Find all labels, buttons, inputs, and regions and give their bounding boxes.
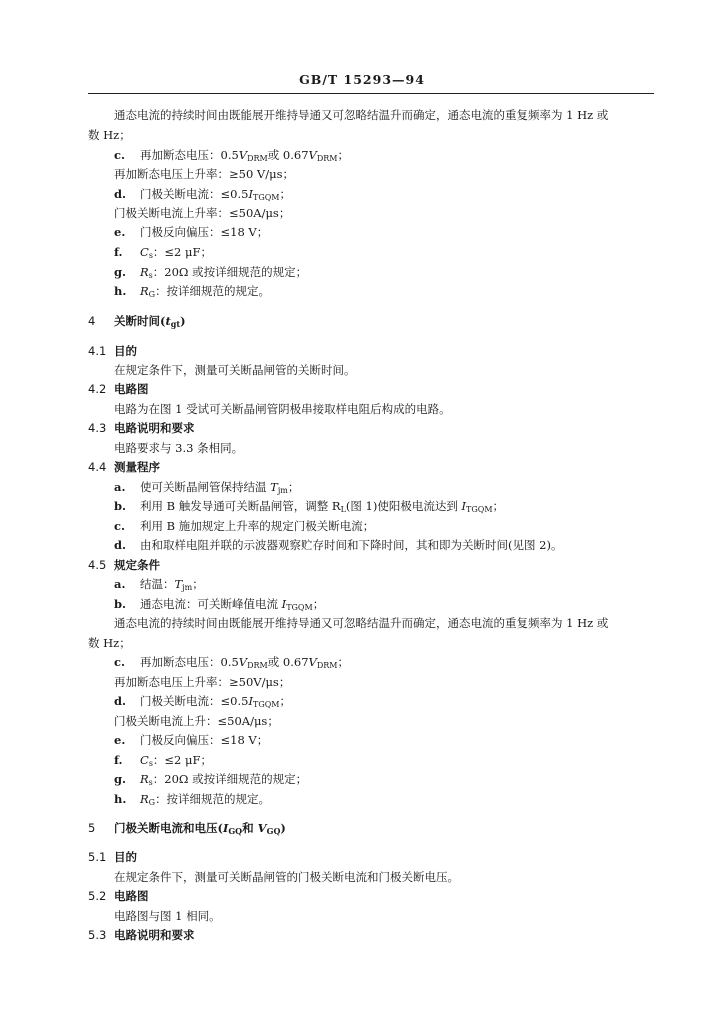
subsection-heading-4-2: 4.2 电路图 bbox=[88, 382, 149, 396]
list-item-c: c. 再加断态电压：$0.5V_{DRM}$或 $0.67V_{DRM}$； bbox=[114, 148, 349, 163]
list-item-b: b. 通态电流：可关断峰值电流 $I_{TGQM}$； bbox=[114, 597, 325, 612]
list-item-h: h. $R_G$：按详细规范的规定。 bbox=[114, 284, 271, 299]
list-item-a: a. 结温：$T_{jm}$； bbox=[114, 577, 204, 592]
paragraph-line: 在规定条件下，测量可关断晶闸管的门极关断电流和门极关断电压。 bbox=[114, 870, 459, 884]
list-letter: b. bbox=[114, 597, 127, 611]
paragraph-line: 数 Hz； bbox=[88, 636, 131, 650]
paragraph-line: 电路图与图 1 相同。 bbox=[114, 909, 221, 923]
list-item-continuation: 门极关断电流上升率：≤50A/μs； bbox=[114, 206, 291, 220]
list-letter: a. bbox=[114, 480, 126, 494]
list-item-e: e. 门极反向偏压：≤18 V； bbox=[114, 733, 269, 747]
list-letter: f. bbox=[114, 245, 123, 259]
paragraph-line: 在规定条件下，测量可关断晶闸管的关断时间。 bbox=[114, 363, 356, 377]
list-item-b: b. 利用 B 触发导通可关断晶闸管，调整 $R_L$(图 1)使阳极电流达到 $I_{TGQM}$； bbox=[114, 499, 505, 514]
list-letter: d. bbox=[114, 187, 127, 201]
list-letter: e. bbox=[114, 733, 126, 747]
list-letter: a. bbox=[114, 577, 126, 591]
list-letter: c. bbox=[114, 519, 126, 533]
section-heading-4: 4 关断时间$(t_{gt})$ bbox=[88, 314, 186, 329]
subsection-heading-4-1: 4.1 目的 bbox=[88, 344, 137, 358]
paragraph-line: 通态电流的持续时间由既能展开维持导通又可忽略结温升而确定，通态电流的重复频率为 1 Hz 或 bbox=[114, 108, 609, 122]
list-item-g: g. $R_s$：20Ω 或按详细规范的规定； bbox=[114, 772, 308, 787]
list-letter: h. bbox=[114, 792, 127, 806]
list-item-a: a. 使可关断晶闸管保持结温 $T_{jm}$； bbox=[114, 480, 300, 495]
section-heading-5: 5 门极关断电流和电压($I_{GQ}$和 $V_{GQ}$) bbox=[88, 821, 286, 836]
list-letter: d. bbox=[114, 694, 127, 708]
section-number: 5 bbox=[88, 821, 96, 835]
subsection-heading-5-1: 5.1 目的 bbox=[88, 850, 137, 864]
list-letter: e. bbox=[114, 225, 126, 239]
list-item-c: c. 利用 B 施加规定上升率的规定门极关断电流； bbox=[114, 519, 375, 533]
paragraph-line: 数 Hz； bbox=[88, 128, 131, 142]
list-letter: g. bbox=[114, 772, 127, 786]
paragraph-line: 电路为在图 1 受试可关断晶闸管阴极串接取样电阻后构成的电路。 bbox=[114, 402, 451, 416]
list-item-h: h. $R_G$：按详细规范的规定。 bbox=[114, 792, 271, 807]
list-letter: g. bbox=[114, 265, 127, 279]
page-header-standard-number: GB/T 15293—94 bbox=[299, 72, 425, 87]
list-letter: h. bbox=[114, 284, 127, 298]
list-letter: d. bbox=[114, 538, 127, 552]
list-letter: b. bbox=[114, 499, 127, 513]
header-rule bbox=[88, 93, 654, 94]
subsection-heading-4-5: 4.5 规定条件 bbox=[88, 558, 160, 572]
list-item-d: d. 门极关断电流：$\le 0.5I_{TGQM}$； bbox=[114, 694, 291, 709]
paragraph-line: 通态电流的持续时间由既能展开维持导通又可忽略结温升而确定，通态电流的重复频率为 1 Hz 或 bbox=[114, 616, 609, 630]
subsection-heading-4-4: 4.4 测量程序 bbox=[88, 460, 160, 474]
list-item-d: d. 门极关断电流：$\le 0.5I_{TGQM}$； bbox=[114, 187, 291, 202]
subsection-heading-5-2: 5.2 电路图 bbox=[88, 889, 149, 903]
section-number: 4 bbox=[88, 314, 96, 328]
paragraph-line: 电路要求与 3.3 条相同。 bbox=[114, 441, 244, 455]
list-item-continuation: 再加断态电压上升率：≥50 V/μs； bbox=[114, 167, 294, 181]
list-item-continuation: 再加断态电压上升率：≥50V/μs； bbox=[114, 675, 291, 689]
list-item-f: f. $C_s$：≤2 μF； bbox=[114, 245, 212, 260]
subsection-heading-5-3: 5.3 电路说明和要求 bbox=[88, 928, 195, 942]
list-letter: c. bbox=[114, 655, 126, 669]
list-item-d: d. 由和取样电阻并联的示波器观察贮存时间和下降时间，其和即为关断时间(见图 2)。 bbox=[114, 538, 563, 552]
list-item-c: c. 再加断态电压：$0.5V_{DRM}$或 $0.67V_{DRM}$； bbox=[114, 655, 349, 670]
list-letter: f. bbox=[114, 753, 123, 767]
subsection-heading-4-3: 4.3 电路说明和要求 bbox=[88, 421, 195, 435]
list-item-e: e. 门极反向偏压：≤18 V； bbox=[114, 225, 269, 239]
list-item-f: f. $C_s$：≤2 μF； bbox=[114, 753, 212, 768]
list-letter: c. bbox=[114, 148, 126, 162]
list-item-g: g. $R_s$：20Ω 或按详细规范的规定； bbox=[114, 265, 308, 280]
list-item-continuation: 门极关断电流上升：≤50A/μs； bbox=[114, 714, 279, 728]
